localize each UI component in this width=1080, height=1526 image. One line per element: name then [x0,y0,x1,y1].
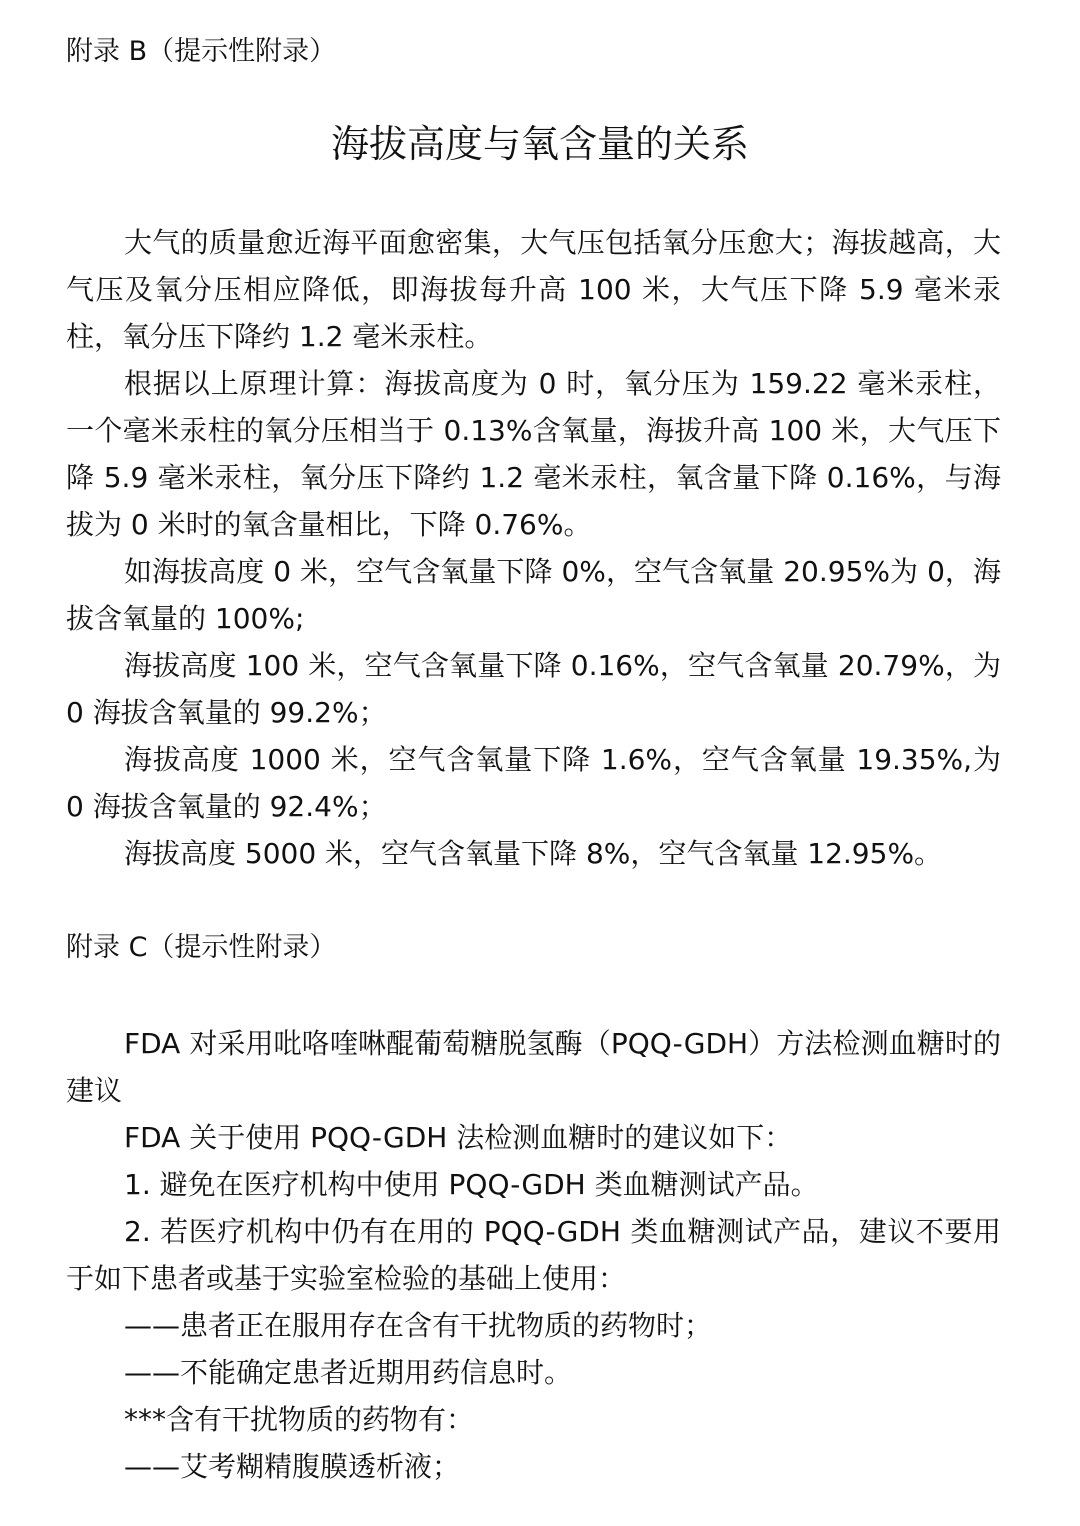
appendix-b-paragraph-1: 大气的质量愈近海平面愈密集，大气压包括氧分压愈大；海拔越高，大气压及氧分压相应降低，即海拔每升高 100 米，大气压下降 5.9 毫米汞柱，氧分压下降约 1.2 毫米汞柱。 [66,226,1001,353]
appendix-c-paragraph-2: FDA 关于使用 PQQ-GDH 法检测血糖时的建议如下： [124,1121,793,1154]
appendix-b-paragraph-3: 如海拔高度 0 米，空气含氧量下降 0%，空气含氧量 20.95%为 0，海拔含氧量的 100%; [66,555,1001,635]
appendix-c-heading: 附录 C（提示性附录） [66,932,337,963]
appendix-b-paragraph-4: 海拔高度 100 米，空气含氧量下降 0.16%，空气含氧量 20.79%，为 0 海拔含氧量的 99.2%； [66,649,1001,729]
appendix-c-item-1: ——患者正在服用存在含有干扰物质的药物时； [124,1309,713,1342]
appendix-b-paragraph-5: 海拔高度 1000 米，空气含氧量下降 1.6%，空气含氧量 19.35%,为 0 海拔含氧量的 92.4%； [66,743,1001,823]
appendix-b-paragraph-2: 根据以上原理计算：海拔高度为 0 时，氧分压为 159.22 毫米汞柱，一个毫米汞柱的氧分压相当于 0.13%含氧量，海拔升高 100 米，大气压下降 5.9 毫米汞柱，氧分压下降约 1.2 毫米汞柱，氧含量下降 0.16%，与海拔为 0 米时的氧含量相比，下降 0.76%。 [66,367,1001,541]
appendix-c-paragraph-1: FDA 对采用吡咯喹啉醌葡萄糖脱氢酶（PQQ-GDH）方法检测血糖时的建议 [66,1027,1001,1107]
appendix-c-item-3: ***含有干扰物质的药物有： [124,1403,475,1436]
appendix-b-paragraph-6: 海拔高度 5000 米，空气含氧量下降 8%，空气含氧量 12.95%。 [124,837,943,870]
appendix-c-item-4: ——艾考糊精腹膜透析液； [124,1450,461,1483]
appendix-c-paragraph-3: 1. 避免在医疗机构中使用 PQQ-GDH 类血糖测试产品。 [124,1168,819,1201]
appendix-b-title: 海拔高度与氧含量的关系 [330,122,749,166]
appendix-b-heading: 附录 B（提示性附录） [66,36,337,67]
appendix-c-item-2: ——不能确定患者近期用药信息时。 [124,1356,573,1389]
appendix-c-paragraph-4: 2. 若医疗机构中仍有在用的 PQQ-GDH 类血糖测试产品，建议不要用于如下患者或基于实验室检验的基础上使用： [66,1215,1001,1295]
